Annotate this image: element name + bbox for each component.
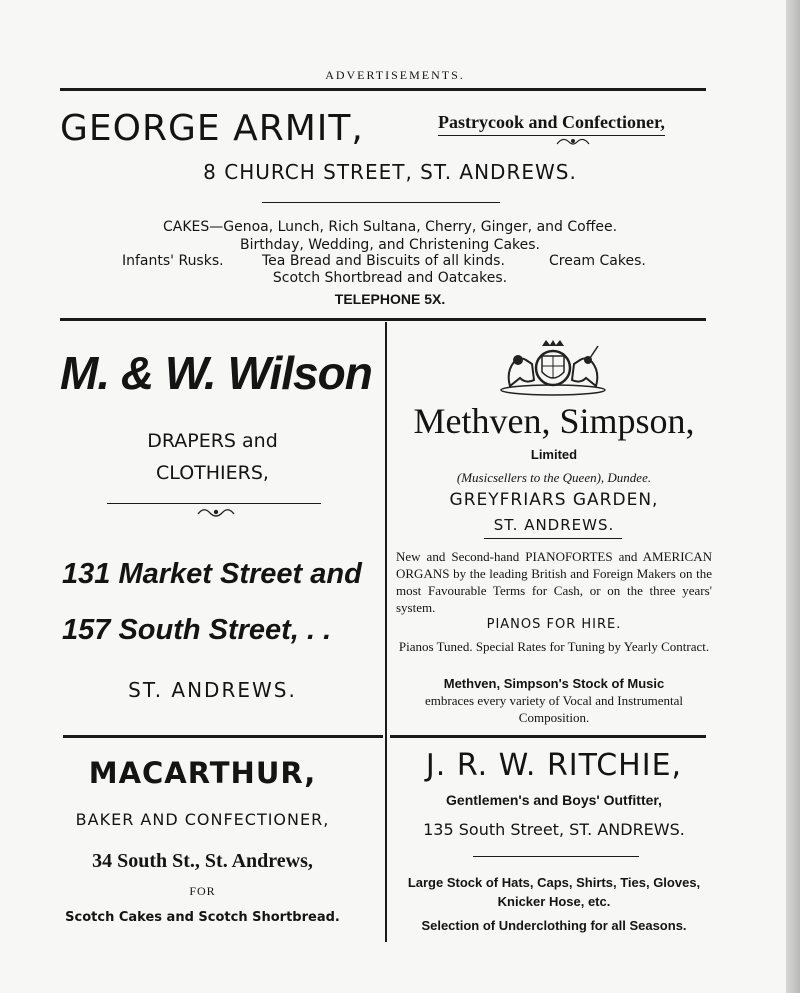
armit-name: GEORGE ARMIT, bbox=[60, 108, 364, 149]
macarthur-trade: BAKER AND CONFECTIONER, bbox=[75, 810, 330, 829]
armit-cakes-line: CAKES—Genoa, Lunch, Rich Sultana, Cherry, Ginger, and Coffee. bbox=[162, 219, 618, 235]
armit-rusks: Infants' Rusks. bbox=[122, 253, 224, 269]
armit-divider bbox=[262, 202, 500, 203]
armit-trade: Pastrycook and Confectioner, bbox=[438, 112, 665, 136]
macarthur-name: MACARTHUR, bbox=[88, 756, 317, 790]
methven-tuning-text: Pianos Tuned. Special Rates for Tuning by Yearly Contract. bbox=[398, 639, 710, 654]
methven-town: ST. ANDREWS. bbox=[493, 516, 615, 534]
wilson-divider bbox=[107, 503, 321, 504]
armit-address: 8 CHURCH STREET, ST. ANDREWS. bbox=[203, 160, 577, 184]
ritchie-address: 135 South Street, ST. ANDREWS. bbox=[423, 820, 685, 839]
macarthur-goods: Scotch Cakes and Scotch Shortbread. bbox=[65, 910, 340, 925]
methven-name: Methven, Simpson, bbox=[413, 401, 695, 441]
armit-teabread: Tea Bread and Biscuits of all kinds. bbox=[262, 253, 505, 269]
wilson-drapers: DRAPERS and bbox=[147, 430, 278, 452]
section-rule-right bbox=[390, 735, 706, 738]
wilson-street-1: 131 Market Street and bbox=[62, 558, 362, 590]
ritchie-goods-2: Knicker Hose, etc. bbox=[497, 894, 611, 909]
ritchie-name: J. R. W. RITCHIE, bbox=[425, 748, 683, 783]
wilson-clothiers: CLOTHIERS, bbox=[156, 462, 269, 484]
macarthur-address: 34 South St., St. Andrews, bbox=[92, 850, 313, 872]
ritchie-divider bbox=[473, 856, 639, 857]
section-rule-left bbox=[63, 735, 383, 738]
top-rule bbox=[60, 88, 706, 91]
wilson-town: ST. ANDREWS. bbox=[128, 678, 297, 702]
page-header: ADVERTISEMENTS. bbox=[325, 68, 465, 82]
methven-pianofortes-text: New and Second-hand PIANOFORTES and AMERICAN ORGANS by the leading British and Foreign Makers on the most Favourable Terms for Cash, or on the three years' system. bbox=[396, 549, 712, 615]
column-divider bbox=[385, 322, 387, 942]
wilson-name: M. & W. Wilson bbox=[60, 347, 372, 399]
section-rule bbox=[60, 318, 706, 321]
armit-shortbread-line: Scotch Shortbread and Oatcakes. bbox=[272, 270, 508, 286]
ritchie-trade: Gentlemen's and Boys' Outfitter, bbox=[446, 792, 662, 808]
macarthur-for: FOR bbox=[189, 884, 216, 898]
ritchie-goods-1: Large Stock of Hats, Caps, Shirts, Ties, Gloves, bbox=[407, 875, 701, 890]
methven-limited: Limited bbox=[530, 447, 578, 462]
methven-hire: PIANOS FOR HIRE. bbox=[486, 617, 622, 632]
methven-musicsellers: (Musicsellers to the Queen), Dundee. bbox=[456, 470, 652, 485]
methven-divider bbox=[484, 538, 622, 539]
flourish-ornament bbox=[196, 506, 236, 520]
methven-garden: GREYFRIARS GARDEN, bbox=[449, 490, 659, 510]
armit-creamcakes: Cream Cakes. bbox=[549, 253, 646, 269]
methven-music-text: embraces every variety of Vocal and Instrumental Composition. bbox=[425, 693, 683, 725]
flourish-ornament bbox=[555, 136, 591, 148]
royal-coat-of-arms bbox=[496, 340, 610, 396]
ritchie-goods-3: Selection of Underclothing for all Seasons. bbox=[421, 918, 687, 933]
armit-telephone: TELEPHONE 5X. bbox=[334, 291, 446, 307]
wilson-street-2: 157 South Street, . . bbox=[62, 614, 332, 646]
page-edge-shadow bbox=[786, 0, 800, 993]
armit-occasion-line: Birthday, Wedding, and Christening Cakes. bbox=[240, 237, 540, 253]
methven-stock: Methven, Simpson's Stock of Music bbox=[443, 676, 665, 691]
